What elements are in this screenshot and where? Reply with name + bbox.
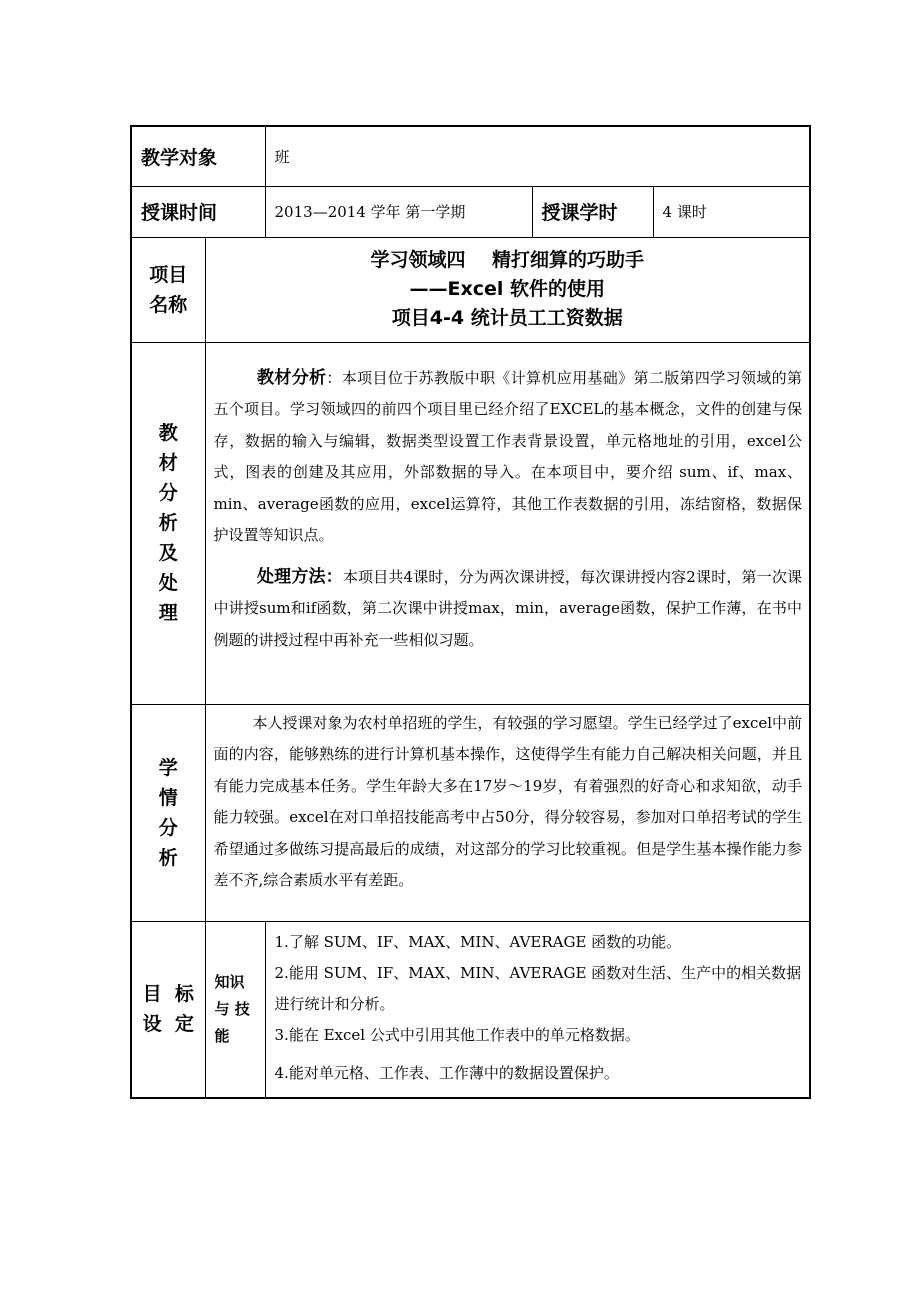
time-value: 2013—2014 学年 第一学期 xyxy=(265,186,532,237)
goals-label xyxy=(131,921,205,1098)
method-keyword: 处理方法： xyxy=(257,566,343,587)
student-content xyxy=(205,704,810,921)
analysis-content xyxy=(205,342,810,704)
row-analysis xyxy=(131,342,810,704)
goals-sublabel xyxy=(205,921,265,1098)
goals-sublabel-line3: 能 xyxy=(214,1026,230,1045)
textbook-analysis-keyword: 教材分析 xyxy=(257,367,327,388)
goal-item: 4.能对单元格、工作表、工作薄中的数据设置保护。 xyxy=(274,1063,619,1082)
analysis-label-char: 教 xyxy=(158,422,178,444)
textbook-analysis-paragraph xyxy=(214,363,803,552)
project-title-line1: 学习领域四 精打细算的巧助手 xyxy=(370,249,644,271)
analysis-label-char: 理 xyxy=(158,602,178,624)
project-label xyxy=(131,237,205,342)
goals-label-line2: 设 定 xyxy=(142,1013,194,1035)
hours-value: 4 课时 xyxy=(653,186,810,237)
goal-item: 1.了解 SUM、IF、MAX、MIN、AVERAGE 函数的功能。 xyxy=(274,932,682,951)
row-target xyxy=(131,126,810,186)
goal-item: 3.能在 Excel 公式中引用其他工作表中的单元格数据。 xyxy=(274,1025,640,1044)
student-label-char: 情 xyxy=(158,786,178,809)
analysis-label-char: 分 xyxy=(158,482,178,504)
method-text: 本项目共4课时，分为两次课讲授，每次课讲授内容2课时，第一次课中讲授sum和if函数，第二次课中讲授max，min，average函数，保护工作薄，在书中例题的讲授过程中再补充一些相似习题。 xyxy=(213,567,803,649)
row-time xyxy=(131,186,810,237)
analysis-label-char: 及 xyxy=(158,542,178,564)
project-label-line1: 项目 xyxy=(149,263,188,286)
project-title-line3: 项目4-4 统计员工工资数据 xyxy=(391,307,623,329)
target-label: 教学对象 xyxy=(131,126,265,186)
student-label xyxy=(131,704,205,921)
student-text: 本人授课对象为农村单招班的学生，有较强的学习愿望。学生已经学过了excel中前面的内容，能够熟练的进行计算机基本操作，这使得学生有能力自己解决相关问题，并且有能力完成基本任务。学生年龄大多在17岁～19岁，有着强烈的好奇心和求知欲，动手能力较强。excel在对口单招技能高考中占50分，得分较容易，参加对口单招考试的学生希望通过多做练习提高最后的成绩，对这部分的学习比较重视。但是学生基本操作能力参差不齐,综合素质水平有差距。 xyxy=(213,713,803,889)
student-label-char: 学 xyxy=(158,756,178,779)
goals-label-line1: 目 标 xyxy=(142,983,194,1005)
project-title xyxy=(205,237,810,342)
analysis-label-char: 材 xyxy=(158,452,178,474)
target-value: 班 xyxy=(265,126,810,186)
hours-label: 授课学时 xyxy=(532,186,653,237)
lesson-plan-table xyxy=(130,125,811,1099)
project-label-line2: 名称 xyxy=(149,293,188,316)
analysis-label-char: 析 xyxy=(158,512,178,534)
student-label-char: 分 xyxy=(158,816,178,839)
analysis-label-char: 处 xyxy=(158,572,178,594)
method-paragraph xyxy=(214,562,803,657)
project-title-line2: ——Excel 软件的使用 xyxy=(409,278,606,300)
goals-content xyxy=(265,921,810,1098)
analysis-label xyxy=(131,342,205,704)
goal-item: 2.能用 SUM、IF、MAX、MIN、AVERAGE 函数对生活、生产中的相关数据进行统计和分析。 xyxy=(274,963,802,1013)
goals-sublabel-line1: 知识 xyxy=(214,972,245,991)
time-label: 授课时间 xyxy=(131,186,265,237)
row-goals xyxy=(131,921,810,1098)
student-label-char: 析 xyxy=(158,846,178,869)
goals-sublabel-line2: 与 技 xyxy=(214,999,250,1018)
row-project xyxy=(131,237,810,342)
row-student xyxy=(131,704,810,921)
textbook-analysis-text: ：本项目位于苏教版中职《计算机应用基础》第二版第四学习领域的第五个项目。学习领域四的前四个项目里已经介绍了EXCEL的基本概念，文件的创建与保存，数据的输入与编辑，数据类型设置工作表背景设置，单元格地址的引用，excel公式，图表的创建及其应用，外部数据的导入。在本项目中，要介绍 sum、if、max、min、average函数的应用，excel运算符，其他工作表数据的引用，冻结窗格，数据保护设置等知识点。 xyxy=(213,368,803,544)
